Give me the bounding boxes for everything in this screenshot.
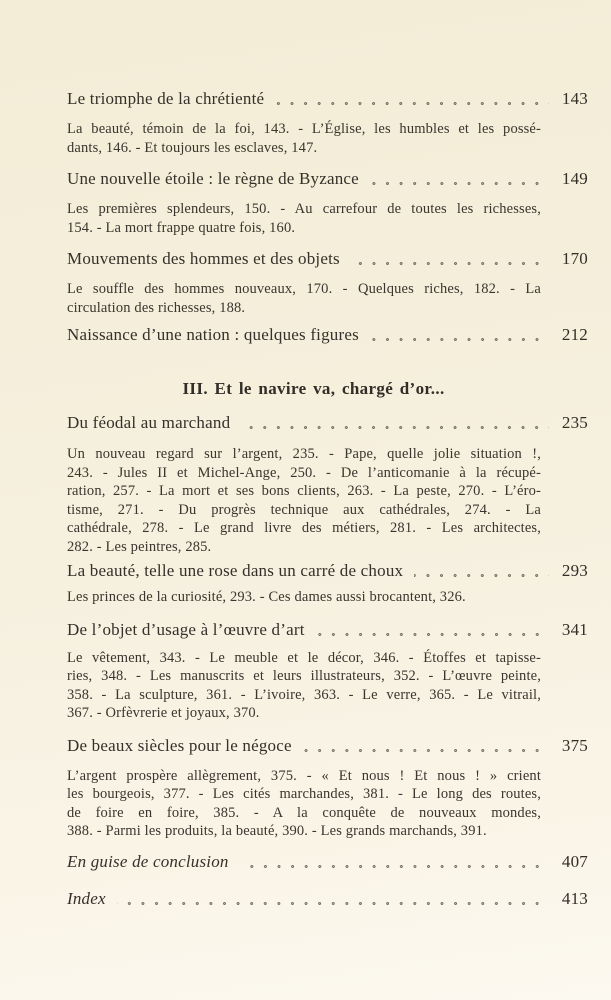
toc-sub-paragraph: [67, 280, 541, 317]
toc-sub-line: 367. - Orfèvrerie et joyaux, 370.: [67, 705, 260, 721]
dot-leader: [230, 419, 554, 433]
toc-page-number: 149: [561, 169, 588, 188]
toc-sub-line: ries, 348. - Les manuscrits et leurs illustrateurs, 352. - L’œuvre peinte,: [67, 668, 541, 684]
toc-sub-paragraph: [67, 200, 541, 237]
toc-page-number: 235: [561, 413, 588, 432]
toc-sub-line: 243. - Jules II et Michel-Ange, 250. - De l’anticomanie à la récupé-: [67, 464, 541, 481]
toc-entry-row: [67, 88, 588, 109]
toc-sub-line: 358. - La sculpture, 361. - L’ivoire, 363. - Le verre, 365. - Le vitrail,: [67, 686, 541, 703]
section-heading-text: III. Et le navire va, chargé d’or...: [182, 379, 445, 398]
toc-page-number: 407: [561, 851, 588, 871]
toc-sub-line: ration, 257. - La mort et ses bons clients, 263. - La peste, 270. - L’éro-: [67, 483, 541, 499]
toc-sub-line: 154. - La mort frappe quatre fois, 160.: [67, 219, 296, 236]
dot-leader: [305, 626, 554, 640]
toc: [67, 88, 588, 909]
toc-entry-row: [67, 619, 588, 640]
toc-sub-line: les bourgeois, 377. - Les cités marchandes, 381. - Le long des routes,: [67, 786, 541, 802]
dot-leader: [403, 567, 554, 581]
dot-leader: [359, 175, 554, 189]
toc-sub-paragraph: [67, 120, 541, 157]
toc-entry-row: [67, 168, 588, 189]
toc-page-number: 143: [561, 89, 588, 108]
toc-page-number: 293: [561, 561, 588, 580]
dot-leader: [340, 255, 554, 269]
toc-sub-line: L’argent prospère allègrement, 375. - « Et nous ! Et nous ! » crient: [67, 767, 541, 784]
toc-sub-paragraph: [67, 649, 541, 723]
toc-sub-line: Les princes de la curiosité, 293. - Ces dames aussi brocantent, 326.: [67, 589, 466, 605]
dot-leader: [292, 742, 554, 756]
toc-entry-row: [67, 248, 588, 269]
toc-entry-title: En guise de conclusion: [67, 851, 229, 871]
toc-entry-row: [67, 888, 588, 909]
toc-sub-line: Les premières splendeurs, 150. - Au carrefour de toutes les richesses,: [67, 201, 541, 217]
toc-entry-title: Le triomphe de la chrétienté: [67, 89, 265, 108]
toc-sub-line: Un nouveau regard sur l’argent, 235. - Pape, quelle jolie situation !,: [67, 446, 541, 462]
toc-page-number: 341: [561, 619, 588, 639]
toc-entry-title: Une nouvelle étoile : le règne de Byzance: [67, 169, 359, 188]
toc-sub-line: de foire en foire, 385. - A la conquête de nouveaux mondes,: [67, 804, 541, 821]
toc-sub-line: dants, 146. - Et toujours les esclaves, 147.: [67, 139, 318, 156]
toc-page-number: 413: [561, 888, 588, 908]
toc-sub-line: 388. - Parmi les produits, la beauté, 390. - Les grands marchands, 391.: [67, 823, 487, 839]
toc-sub-line: Le souffle des hommes nouveaux, 170. - Quelques riches, 182. - La: [67, 281, 541, 297]
toc-sub-paragraph: [67, 588, 541, 607]
toc-entry-row: [67, 560, 588, 581]
toc-page-number: 212: [561, 325, 588, 344]
toc-entry-title: De beaux siècles pour le négoce: [67, 735, 292, 755]
toc-entry-row: [67, 412, 588, 433]
toc-sub-paragraph: [67, 767, 541, 841]
toc-entry-title: Naissance d’une nation : quelques figures: [67, 325, 359, 344]
toc-sub-line: La beauté, témoin de la foi, 143. - L’Église, les humbles et les possé-: [67, 121, 541, 137]
toc-entry-title: Mouvements des hommes et des objets: [67, 249, 340, 268]
toc-entry-title: Index: [67, 888, 106, 908]
toc-sub-line: tisme, 271. - Du progrès technique aux cathédrales, 274. - La: [67, 501, 541, 518]
toc-entry-title: Du féodal au marchand: [67, 413, 231, 432]
toc-sub-line: circulation des richesses, 188.: [67, 299, 246, 316]
toc-sub-line: 282. - Les peintres, 285.: [67, 538, 212, 555]
toc-entry-row: [67, 324, 588, 345]
toc-page-number: 170: [561, 249, 588, 268]
dot-leader: [229, 858, 554, 872]
dot-leader: [359, 331, 554, 345]
toc-page-number: 375: [561, 735, 588, 755]
dot-leader: [264, 95, 554, 109]
toc-sub-paragraph: [67, 445, 541, 556]
toc-sub-line: cathédrale, 278. - Le grand livre des métiers, 281. - Les architectes,: [67, 520, 541, 536]
toc-entry-row: [67, 735, 588, 756]
toc-entry-title: La beauté, telle une rose dans un carré de choux: [67, 561, 404, 580]
dot-leader: [106, 895, 554, 909]
toc-entry-row: [67, 851, 588, 872]
toc-entry-title: De l’objet d’usage à l’œuvre d’art: [67, 619, 305, 639]
toc-sub-line: Le vêtement, 343. - Le meuble et le décor, 346. - Étoffes et tapisse-: [67, 649, 541, 666]
section-heading: [67, 378, 588, 400]
